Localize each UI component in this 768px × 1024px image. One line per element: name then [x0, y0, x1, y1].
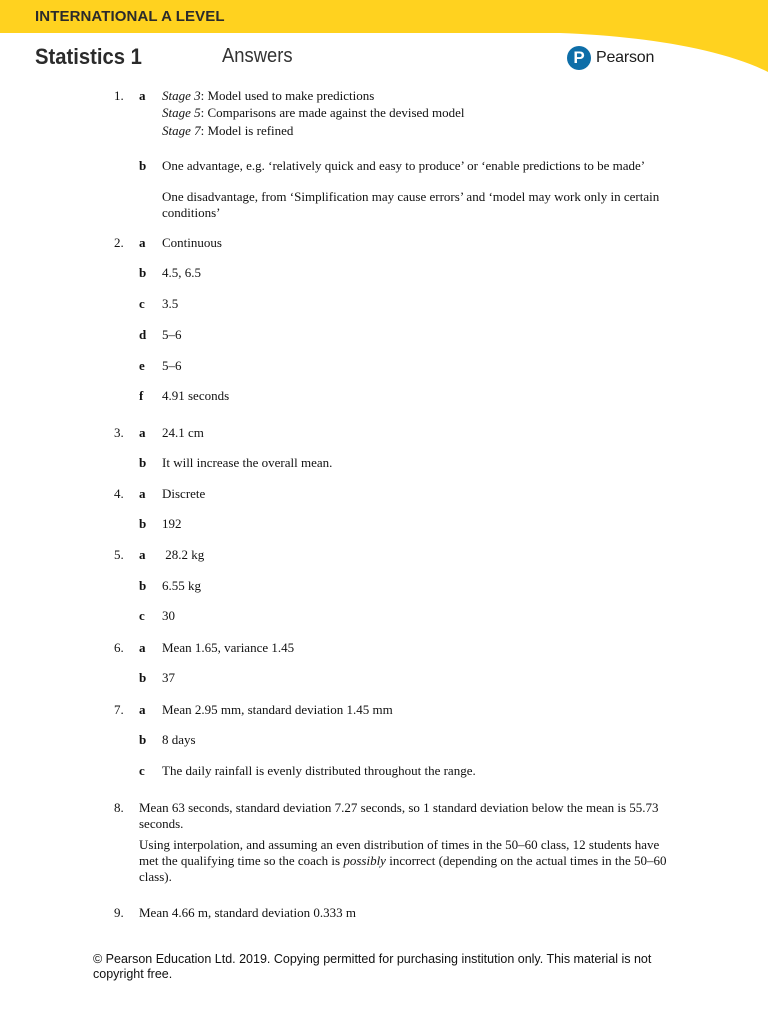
part-label: b — [139, 578, 147, 593]
answer-text: Mean 63 seconds, standard deviation 7.27 seconds, so 1 standard deviation below the mean is 55.73 seconds. — [139, 800, 659, 831]
answer-text: The daily rainfall is evenly distributed throughout the range. — [162, 763, 476, 778]
question-number: 6. — [114, 640, 124, 655]
answer-text: 192 — [162, 516, 182, 531]
answer-text: 5–6 — [162, 327, 182, 342]
part-label: c — [139, 763, 145, 778]
part-label: f — [139, 388, 144, 403]
part-label: b — [139, 455, 147, 470]
part-label: d — [139, 327, 147, 342]
pearson-logo-icon: P — [567, 46, 591, 70]
answer-text — [162, 88, 374, 104]
part-label: b — [139, 670, 147, 685]
answer-text-part: Using interpolation, and assuming an even distribution of times in the 50–60 class, 12 students have met the qualifying time so the coach is — [139, 837, 660, 868]
question-number: 1. — [114, 88, 124, 103]
part-label: b — [139, 265, 147, 280]
part-label: c — [139, 296, 145, 311]
part-label: c — [139, 608, 145, 623]
answer-text: 8 days — [162, 732, 196, 747]
question-number: 9. — [114, 905, 124, 920]
question-number: 2. — [114, 235, 124, 250]
question-number: 5. — [114, 547, 124, 562]
question-number: 7. — [114, 702, 124, 717]
answer-text: 30 — [162, 608, 175, 623]
page-title: Statistics 1 — [35, 44, 142, 69]
answer-text: Mean 2.95 mm, standard deviation 1.45 mm — [162, 702, 393, 717]
answer-text: 5–6 — [162, 358, 182, 373]
copyright-footer: © Pearson Education Ltd. 2019. Copying permitted for purchasing institution only. This material is not copyright free. — [93, 952, 652, 981]
answer-text — [162, 123, 293, 139]
question-number: 4. — [114, 486, 124, 501]
answer-text — [162, 105, 465, 121]
part-label: e — [139, 358, 145, 373]
answer-text: Discrete — [162, 486, 206, 501]
part-label: a — [139, 235, 146, 250]
part-label: a — [139, 486, 146, 501]
stage-description: : Model used to make predictions — [200, 88, 375, 103]
emphasis-text: possibly — [343, 853, 386, 868]
answer-text: 37 — [162, 670, 175, 685]
stage-description: : Comparisons are made against the devised model — [200, 105, 465, 120]
part-label: a — [139, 702, 146, 717]
part-label: a — [139, 547, 146, 562]
stage-label: Stage 5 — [162, 105, 201, 120]
answer-text-part: incorrect (depending on the actual times in the 50–60 class). — [139, 853, 667, 884]
answer-text: 28.2 kg — [162, 547, 205, 562]
answer-text: One disadvantage, from ‘Simplification may cause errors’ and ‘model may work only in certain conditions’ — [162, 189, 660, 220]
answer-text: 4.5, 6.5 — [162, 265, 201, 280]
pearson-logo-text: Pearson — [596, 49, 655, 66]
stage-description: : Model is refined — [200, 123, 294, 138]
question-number: 8. — [114, 800, 124, 815]
answer-text: It will increase the overall mean. — [162, 455, 333, 470]
part-label: b — [139, 158, 147, 173]
part-label: b — [139, 516, 147, 531]
question-number: 3. — [114, 425, 124, 440]
stage-label: Stage 7 — [162, 123, 201, 138]
header-kicker: INTERNATIONAL A LEVEL — [35, 8, 225, 25]
answer-text: Continuous — [162, 235, 222, 250]
part-label: a — [139, 640, 146, 655]
answer-text: 6.55 kg — [162, 578, 201, 593]
part-label: a — [139, 88, 146, 103]
answer-text — [139, 837, 679, 885]
answer-text: Mean 1.65, variance 1.45 — [162, 640, 295, 655]
answer-text: One advantage, e.g. ‘relatively quick and easy to produce’ or ‘enable predictions to be made’ — [162, 158, 646, 173]
part-label: a — [139, 425, 146, 440]
page-subtitle: Answers — [222, 45, 293, 67]
answer-text: 4.91 seconds — [162, 388, 230, 403]
stage-label: Stage 3 — [162, 88, 201, 103]
part-label: b — [139, 732, 147, 747]
answer-text: 24.1 cm — [162, 425, 204, 440]
answer-text: 3.5 — [162, 296, 179, 311]
answer-text: Mean 4.66 m, standard deviation 0.333 m — [139, 905, 356, 920]
